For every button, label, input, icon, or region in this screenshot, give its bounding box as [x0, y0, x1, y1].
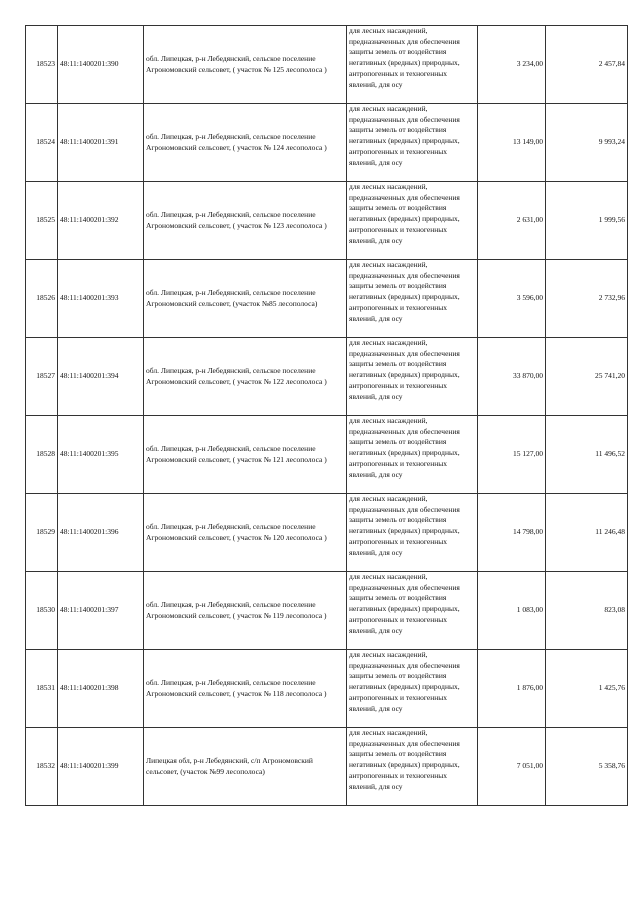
area-cell: 1 876,00: [478, 650, 546, 728]
value-cell: 2 457,84: [546, 26, 628, 104]
address-cell: обл. Липецкая, р-н Лебедянский, сельское поселение Агрономовский сельсовет, ( участок № 118 лесополоса ): [144, 650, 347, 728]
value-cell: 25 741,20: [546, 338, 628, 416]
purpose-text: для лесных насаждений, предназначенных для обеспечения защиты земель от воздействия негативных (вредных) природных, антропогенных и техногенных явлений, для осу: [349, 26, 460, 89]
table-row: [26, 572, 628, 650]
value-cell: 2 732,96: [546, 260, 628, 338]
purpose-cell: [347, 416, 478, 494]
purpose-text: для лесных насаждений, предназначенных для обеспечения защиты земель от воздействия негативных (вредных) природных, антропогенных и техногенных явлений, для осу: [349, 650, 460, 713]
area-cell: 3 596,00: [478, 260, 546, 338]
table-row: [26, 416, 628, 494]
row-number-cell: 18525: [26, 182, 58, 260]
table-row: [26, 104, 628, 182]
purpose-cell: [347, 494, 478, 572]
table-row: [26, 338, 628, 416]
cadastral-number-cell: 48:11:1400201:396: [58, 494, 144, 572]
address-cell: обл. Липецкая, р-н Лебедянский, сельское поселение Агрономовский сельсовет, ( участок № 121 лесополоса ): [144, 416, 347, 494]
value-cell: 9 993,24: [546, 104, 628, 182]
address-cell: обл. Липецкая, р-н Лебедянский, сельское поселение Агрономовский сельсовет, (участок №85 лесополоса): [144, 260, 347, 338]
purpose-cell: [347, 572, 478, 650]
purpose-text: для лесных насаждений, предназначенных для обеспечения защиты земель от воздействия негативных (вредных) природных, антропогенных и техногенных явлений, для осу: [349, 572, 460, 635]
value-cell: 1 999,56: [546, 182, 628, 260]
table-row: [26, 182, 628, 260]
purpose-text: для лесных насаждений, предназначенных для обеспечения защиты земель от воздействия негативных (вредных) природных, антропогенных и техногенных явлений, для осу: [349, 728, 460, 791]
area-cell: 14 798,00: [478, 494, 546, 572]
address-cell: обл. Липецкая, р-н Лебедянский, сельское поселение Агрономовский сельсовет, ( участок № 124 лесополоса ): [144, 104, 347, 182]
table-row: [26, 650, 628, 728]
cadastral-number-cell: 48:11:1400201:397: [58, 572, 144, 650]
land-parcels-table: [25, 25, 628, 806]
value-cell: 1 425,76: [546, 650, 628, 728]
purpose-text: для лесных насаждений, предназначенных для обеспечения защиты земель от воздействия негативных (вредных) природных, антропогенных и техногенных явлений, для осу: [349, 494, 460, 557]
value-cell: 5 358,76: [546, 728, 628, 806]
row-number-cell: 18531: [26, 650, 58, 728]
row-number-cell: 18524: [26, 104, 58, 182]
area-cell: 2 631,00: [478, 182, 546, 260]
value-cell: 823,08: [546, 572, 628, 650]
purpose-cell: [347, 182, 478, 260]
area-cell: 15 127,00: [478, 416, 546, 494]
table-row: [26, 728, 628, 806]
address-cell: обл. Липецкая, р-н Лебедянский, сельское поселение Агрономовский сельсовет, ( участок № 120 лесополоса ): [144, 494, 347, 572]
row-number-cell: 18529: [26, 494, 58, 572]
cadastral-number-cell: 48:11:1400201:391: [58, 104, 144, 182]
table-row: [26, 26, 628, 104]
purpose-text: для лесных насаждений, предназначенных для обеспечения защиты земель от воздействия негативных (вредных) природных, антропогенных и техногенных явлений, для осу: [349, 416, 460, 479]
cadastral-number-cell: 48:11:1400201:395: [58, 416, 144, 494]
table-row: [26, 494, 628, 572]
row-number-cell: 18526: [26, 260, 58, 338]
document-page: [25, 25, 625, 806]
area-cell: 1 083,00: [478, 572, 546, 650]
purpose-cell: [347, 260, 478, 338]
row-number-cell: 18530: [26, 572, 58, 650]
area-cell: 7 051,00: [478, 728, 546, 806]
address-cell: обл. Липецкая, р-н Лебедянский, сельское поселение Агрономовский сельсовет, ( участок № 119 лесополоса ): [144, 572, 347, 650]
cadastral-number-cell: 48:11:1400201:394: [58, 338, 144, 416]
row-number-cell: 18527: [26, 338, 58, 416]
cadastral-number-cell: 48:11:1400201:392: [58, 182, 144, 260]
purpose-text: для лесных насаждений, предназначенных для обеспечения защиты земель от воздействия негативных (вредных) природных, антропогенных и техногенных явлений, для осу: [349, 260, 460, 323]
purpose-cell: [347, 728, 478, 806]
cadastral-number-cell: 48:11:1400201:398: [58, 650, 144, 728]
purpose-cell: [347, 26, 478, 104]
purpose-cell: [347, 104, 478, 182]
purpose-text: для лесных насаждений, предназначенных для обеспечения защиты земель от воздействия негативных (вредных) природных, антропогенных и техногенных явлений, для осу: [349, 182, 460, 245]
row-number-cell: 18523: [26, 26, 58, 104]
address-cell: обл. Липецкая, р-н Лебедянский, сельское поселение Агрономовский сельсовет, ( участок № 123 лесополоса ): [144, 182, 347, 260]
purpose-text: для лесных насаждений, предназначенных для обеспечения защиты земель от воздействия негативных (вредных) природных, антропогенных и техногенных явлений, для осу: [349, 104, 460, 167]
cadastral-number-cell: 48:11:1400201:393: [58, 260, 144, 338]
address-cell: Липецкая обл, р-н Лебедянский, с/п Агрономовский сельсовет, (участок №99 лесополоса): [144, 728, 347, 806]
address-cell: обл. Липецкая, р-н Лебедянский, сельское поселение Агрономовский сельсовет, ( участок № 125 лесополоса ): [144, 26, 347, 104]
area-cell: 33 870,00: [478, 338, 546, 416]
cadastral-number-cell: 48:11:1400201:399: [58, 728, 144, 806]
table-body: [26, 26, 628, 806]
row-number-cell: 18528: [26, 416, 58, 494]
purpose-text: для лесных насаждений, предназначенных для обеспечения защиты земель от воздействия негативных (вредных) природных, антропогенных и техногенных явлений, для осу: [349, 338, 460, 401]
address-cell: обл. Липецкая, р-н Лебедянский, сельское поселение Агрономовский сельсовет, ( участок № 122 лесополоса ): [144, 338, 347, 416]
value-cell: 11 246,48: [546, 494, 628, 572]
table-row: [26, 260, 628, 338]
row-number-cell: 18532: [26, 728, 58, 806]
purpose-cell: [347, 650, 478, 728]
purpose-cell: [347, 338, 478, 416]
area-cell: 3 234,00: [478, 26, 546, 104]
area-cell: 13 149,00: [478, 104, 546, 182]
value-cell: 11 496,52: [546, 416, 628, 494]
cadastral-number-cell: 48:11:1400201:390: [58, 26, 144, 104]
